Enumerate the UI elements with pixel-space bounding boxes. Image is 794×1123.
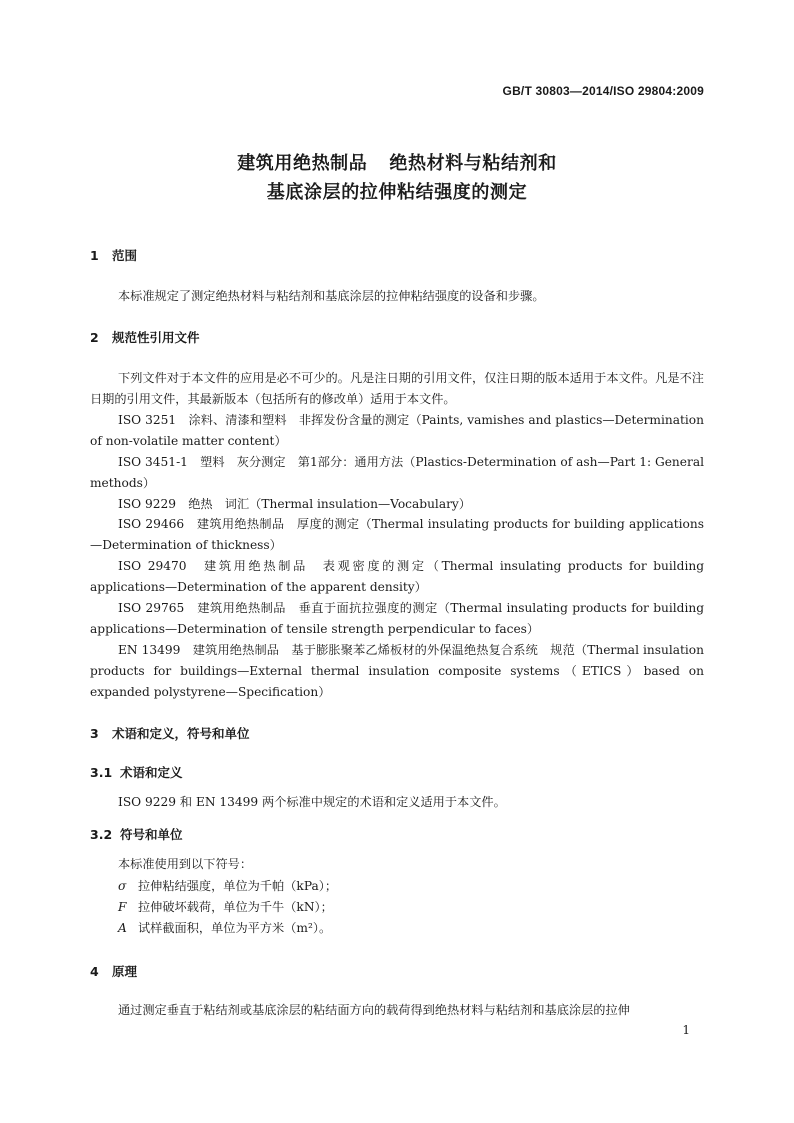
symbol-description: 拉伸破坏载荷，单位为千牛（kN）； <box>138 900 333 914</box>
reference-iso-9229: ISO 9229 绝热 词汇（Thermal insulation—Vocabulary） <box>118 497 471 511</box>
section-title: 范围 <box>112 248 138 263</box>
section-title: 术语和定义 <box>120 765 183 780</box>
reference-en-13499: EN 13499 建筑用绝热制品 基于膨胀聚苯乙烯板材的外保温绝热复合系统 规范（Thermal insulation products for buildings—External thermal insulation composite systems（ETICS）based on expanded polystyrene—Specification） <box>90 643 704 699</box>
title-line-1 <box>0 149 794 178</box>
section-title: 原理 <box>112 964 138 979</box>
title-line-1-part-a: 建筑用绝热制品 <box>237 153 368 174</box>
symbol: A <box>118 921 127 935</box>
section-3-2-intro: 本标准使用到以下符号： <box>118 857 253 871</box>
section-number: 3.2 <box>90 827 113 842</box>
section-title: 规范性引用文件 <box>112 330 200 345</box>
section-3-1-heading <box>90 763 183 781</box>
page-number: 1 <box>682 1023 690 1037</box>
section-1-text: 本标准规定了测定绝热材料与粘结剂和基底涂层的拉伸粘结强度的设备和步骤。 <box>118 289 545 303</box>
standard-code: GB/T 30803—2014/ISO 29804:2009 <box>502 84 704 98</box>
section-2-intro: 下列文件对于本文件的应用是必不可少的。凡是注日期的引用文件，仅注日期的版本适用于本文件。凡是不注日期的引用文件，其最新版本（包括所有的修改单）适用于本文件。 <box>90 371 704 406</box>
reference-iso-29466: ISO 29466 建筑用绝热制品 厚度的测定（Thermal insulating products for building applications—Determination of thickness） <box>90 517 704 552</box>
section-3-1-text: ISO 9229 和 EN 13499 两个标准中规定的术语和定义适用于本文件。 <box>118 795 506 809</box>
title-line-2: 基底涂层的拉伸粘结强度的测定 <box>266 182 528 203</box>
section-4-heading <box>90 962 137 980</box>
symbol-description: 拉伸粘结强度，单位为千帕（kPa）； <box>138 879 338 893</box>
document-title <box>0 149 794 207</box>
section-title: 符号和单位 <box>120 827 183 842</box>
section-number: 3.1 <box>90 765 113 780</box>
symbol-row <box>118 877 337 894</box>
section-number: 1 <box>90 248 99 263</box>
reference-iso-3251: ISO 3251 涂料、清漆和塑料 非挥发份含量的测定（Paints, vamishes and plastics—Determination of non-volatile matter content） <box>90 413 704 448</box>
section-4-text: 通过测定垂直于粘结剂或基底涂层的粘结面方向的载荷得到绝热材料与粘结剂和基底涂层的拉伸 <box>118 1003 630 1017</box>
section-1-heading <box>90 246 137 264</box>
section-3-heading <box>90 724 250 742</box>
reference-iso-3451-1: ISO 3451-1 塑料 灰分测定 第1部分：通用方法（Plastics-Determination of ash—Part 1: General methods） <box>90 455 704 490</box>
section-number: 3 <box>90 726 99 741</box>
reference-iso-29470: ISO 29470 建筑用绝热制品 表观密度的测定（Thermal insulating products for building applications—Determination of the apparent density） <box>90 559 704 594</box>
section-title: 术语和定义，符号和单位 <box>112 726 250 741</box>
section-2-heading <box>90 328 200 346</box>
symbol: σ <box>118 879 127 893</box>
symbol-row <box>118 898 333 915</box>
reference-iso-29765: ISO 29765 建筑用绝热制品 垂直于面抗拉强度的测定（Thermal insulating products for building applications—Determination of tensile strength perpendicular to faces） <box>90 601 704 636</box>
symbol-description: 试样截面积，单位为平方米（m²）。 <box>138 921 332 935</box>
section-3-2-heading <box>90 825 183 843</box>
symbol-row <box>118 919 331 936</box>
symbol: F <box>118 900 127 914</box>
section-number: 4 <box>90 964 99 979</box>
title-line-1-part-b: 绝热材料与粘结剂和 <box>389 153 557 174</box>
section-number: 2 <box>90 330 99 345</box>
